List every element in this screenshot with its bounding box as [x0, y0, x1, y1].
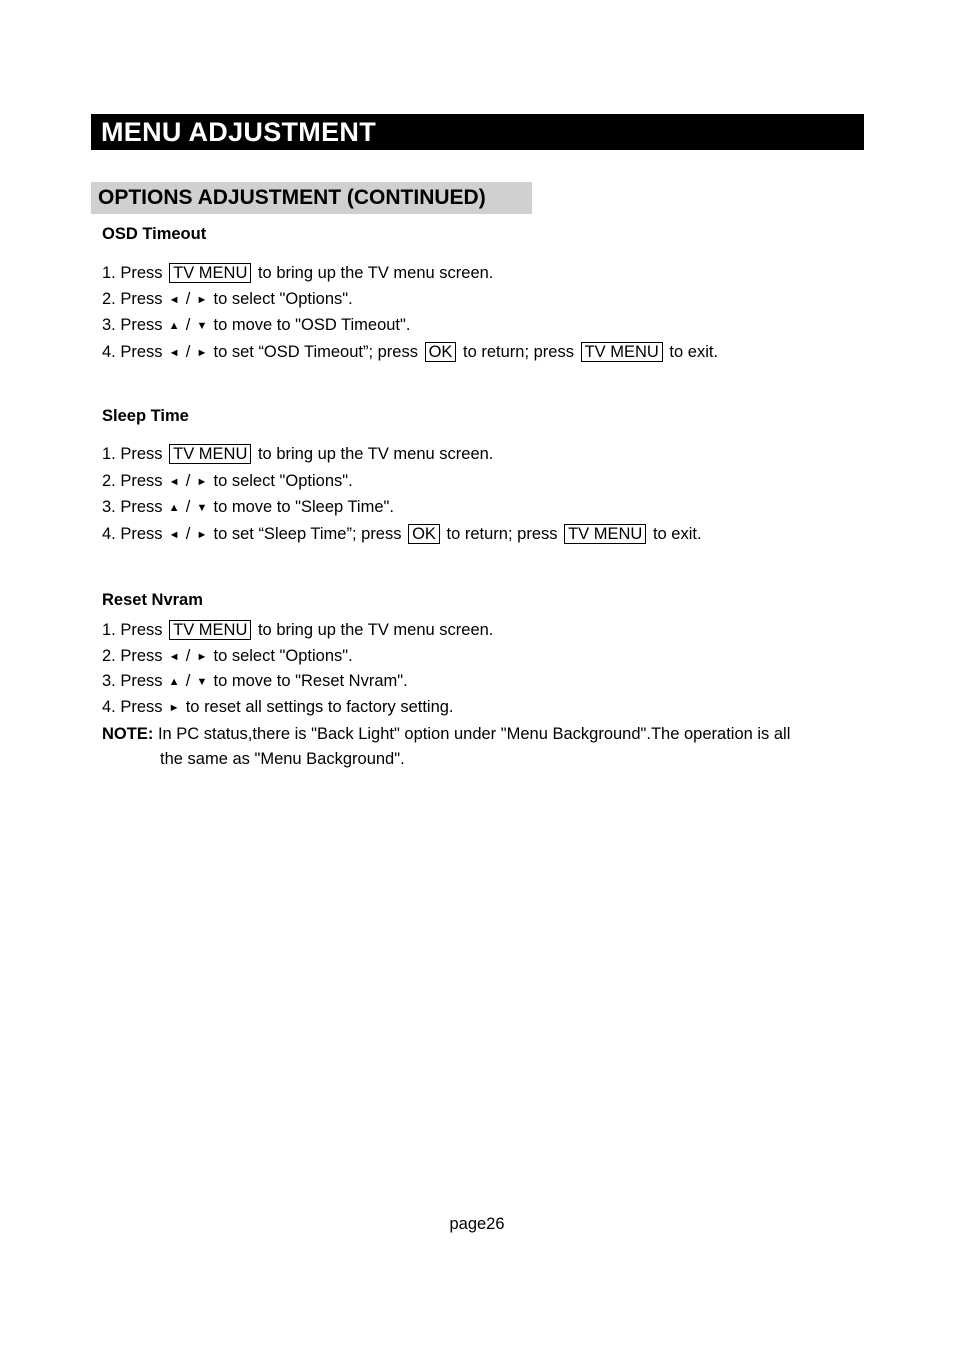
left-arrow-icon: ◄: [168, 347, 180, 359]
step-text: to return; press: [446, 525, 558, 543]
step-text: to select "Options".: [213, 647, 353, 665]
note-line-1: [102, 722, 862, 747]
sleep-step-4: [102, 524, 702, 545]
step-prefix: 1. Press: [102, 621, 163, 639]
step-prefix: 2. Press: [102, 290, 163, 308]
osd-step-2: [102, 289, 353, 310]
step-prefix: 2. Press: [102, 647, 163, 665]
osd-step-4: [102, 342, 718, 363]
sleep-step-2: [102, 471, 353, 492]
step-prefix: 4. Press: [102, 343, 163, 361]
right-arrow-icon: ►: [168, 702, 180, 714]
step-text: to bring up the TV menu screen.: [257, 445, 494, 463]
down-arrow-icon: ▼: [196, 502, 208, 514]
page-number: page26: [449, 1215, 505, 1233]
step-prefix: 1. Press: [102, 445, 163, 463]
down-arrow-icon: ▼: [196, 320, 208, 332]
step-prefix: 3. Press: [102, 672, 163, 690]
slash-separator: /: [185, 498, 191, 516]
step-prefix: 2. Press: [102, 472, 163, 490]
step-prefix: 3. Press: [102, 316, 163, 334]
step-text: to set “OSD Timeout”; press: [213, 343, 418, 361]
tv-menu-key: TV MENU: [169, 444, 251, 464]
tv-menu-key: TV MENU: [581, 342, 663, 362]
right-arrow-icon: ►: [196, 529, 208, 541]
osd-step-1: [102, 263, 493, 283]
step-text: to exit.: [652, 525, 702, 543]
note-label: NOTE:: [102, 725, 154, 743]
tv-menu-key: TV MENU: [564, 524, 646, 544]
sleep-time-heading: Sleep Time: [102, 407, 189, 425]
up-arrow-icon: ▲: [168, 676, 180, 688]
step-text: to move to "Reset Nvram".: [213, 672, 408, 690]
step-text: to set “Sleep Time”; press: [213, 525, 402, 543]
step-text: to return; press: [463, 343, 574, 361]
step-text: to select "Options".: [213, 290, 353, 308]
osd-step-3: [102, 315, 410, 336]
tv-menu-key: TV MENU: [169, 263, 251, 283]
reset-step-3: [102, 671, 408, 692]
note-block: [102, 722, 862, 772]
step-text: to move to "OSD Timeout".: [213, 316, 411, 334]
step-text: to select "Options".: [213, 472, 353, 490]
reset-step-2: [102, 646, 353, 667]
left-arrow-icon: ◄: [168, 529, 180, 541]
ok-key: OK: [408, 524, 440, 544]
left-arrow-icon: ◄: [168, 476, 180, 488]
slash-separator: /: [185, 316, 191, 334]
step-text: to exit.: [669, 343, 719, 361]
slash-separator: /: [185, 343, 191, 361]
step-prefix: 4. Press: [102, 525, 163, 543]
slash-separator: /: [185, 672, 191, 690]
slash-separator: /: [185, 647, 191, 665]
reset-step-4: [102, 697, 454, 718]
step-text: to bring up the TV menu screen.: [257, 264, 494, 282]
down-arrow-icon: ▼: [196, 676, 208, 688]
ok-key: OK: [425, 342, 457, 362]
slash-separator: /: [185, 525, 191, 543]
tv-menu-key: TV MENU: [169, 620, 251, 640]
step-prefix: 3. Press: [102, 498, 163, 516]
left-arrow-icon: ◄: [168, 294, 180, 306]
reset-step-1: [102, 620, 493, 640]
slash-separator: /: [185, 290, 191, 308]
left-arrow-icon: ◄: [168, 651, 180, 663]
right-arrow-icon: ►: [196, 476, 208, 488]
right-arrow-icon: ►: [196, 347, 208, 359]
slash-separator: /: [185, 472, 191, 490]
note-line-2: the same as "Menu Background".: [160, 750, 405, 768]
sleep-step-3: [102, 497, 394, 518]
step-text: to move to "Sleep Time".: [213, 498, 394, 516]
page-title: MENU ADJUSTMENT: [91, 114, 864, 150]
step-prefix: 4. Press: [102, 698, 163, 716]
up-arrow-icon: ▲: [168, 502, 180, 514]
step-text: to bring up the TV menu screen.: [257, 621, 494, 639]
reset-nvram-heading: Reset Nvram: [102, 591, 203, 609]
sleep-step-1: [102, 444, 493, 464]
step-prefix: 1. Press: [102, 264, 163, 282]
section-subtitle: OPTIONS ADJUSTMENT (CONTINUED): [91, 182, 532, 214]
up-arrow-icon: ▲: [168, 320, 180, 332]
right-arrow-icon: ►: [196, 651, 208, 663]
right-arrow-icon: ►: [196, 294, 208, 306]
step-text: to reset all settings to factory setting.: [185, 698, 454, 716]
note-text: In PC status,there is "Back Light" option under "Menu Background".The operation is all: [157, 725, 791, 743]
osd-timeout-heading: OSD Timeout: [102, 225, 207, 243]
